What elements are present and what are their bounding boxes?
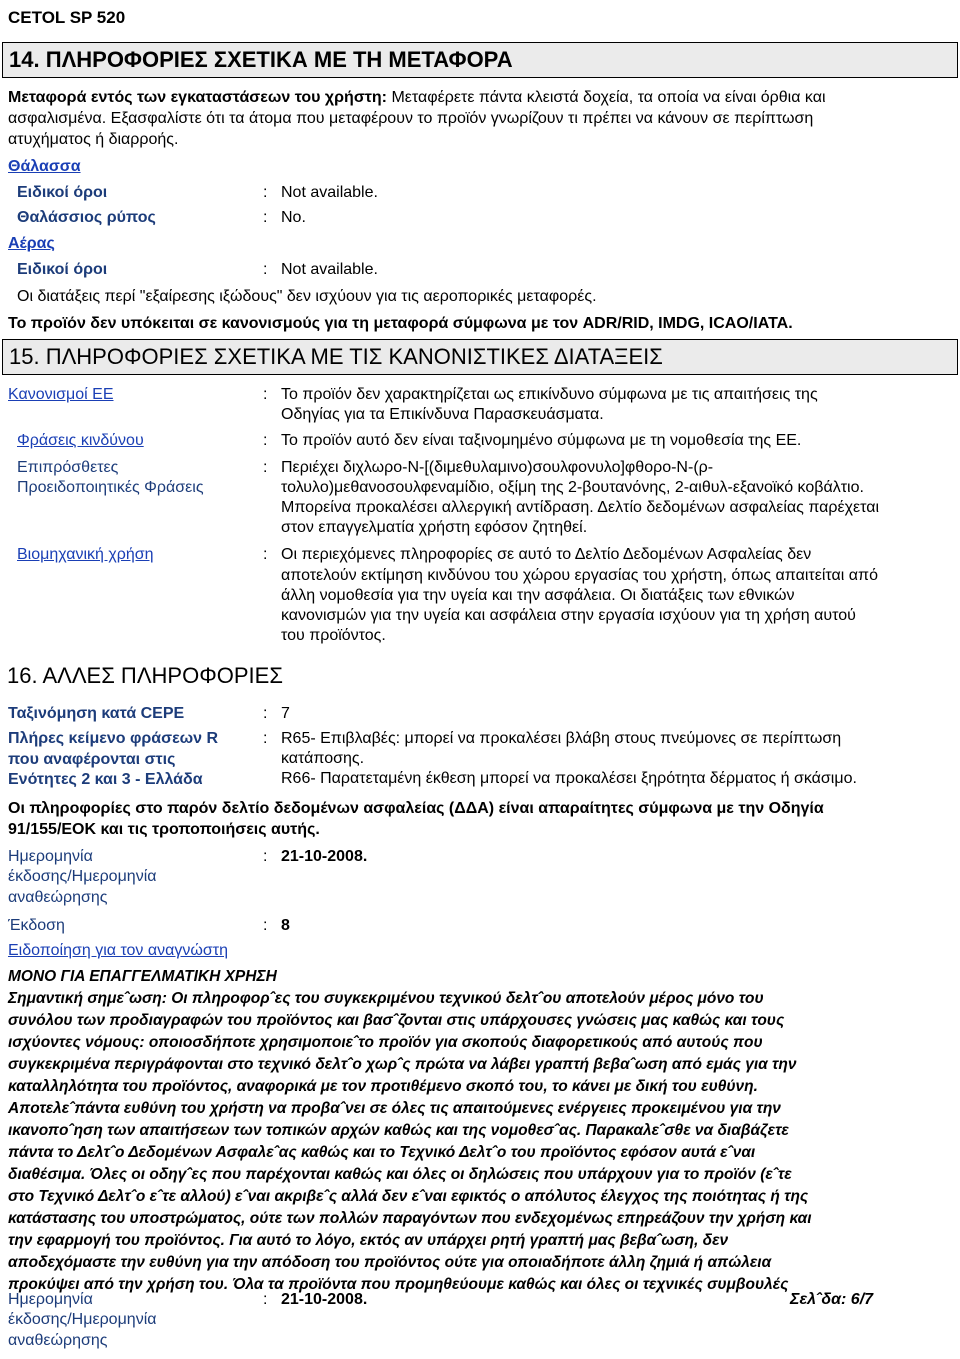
additional-warnings-label-2: Προειδοποιητικές Φράσεις — [17, 479, 204, 496]
notice-line: ΜΟΝΟ ΓΙΑ ΕΠΑΓΓΕΛΜΑΤΙΚΗ ΧΡΗΣΗ — [8, 968, 277, 985]
transport-intro-text: Μεταφέρετε πάντα κλειστά δοχεία, τα οποία να είναι όρθια και — [387, 89, 826, 106]
rphrases-label-2: που αναφέρονται στις — [8, 751, 176, 768]
section-16-heading: 16. ΑΛΛΕΣ ΠΛΗΡΟΦΟΡΙΕΣ — [7, 663, 283, 688]
air-special-label: Ειδικοί όροι — [17, 261, 108, 278]
notice-line: πάντα το Δελτˆο Δεδομένων Ασφαλεˆας καθώς και το Τεχνικό Δελτˆο του προϊόντος εφόσον αυτά εˆναι — [8, 1144, 756, 1161]
version-label: Έκδοση — [8, 917, 65, 934]
transport-intro-line2: ασφαλισμένα. Εξασφαλίστε ότι τα άτομα που μεταφέρουν το προϊόν γνωρίζουν τι πρέπει να κάνουν σε περίπτωση — [8, 110, 814, 127]
notice-line: αποδεχόμαστε την ευθύνη για την απόδοση του προϊόντος ούτε για οποιαδήποτε άλλη ζημιά ή απώλεια — [8, 1254, 772, 1271]
compliance-line-2: 91/155/ΕΟΚ και τις τροποποιήσεις αυτής. — [8, 821, 320, 838]
notice-line: προκύψει από την χρήση του. Όλα τα προϊόντα που προμηθεύουμε καθώς και όλες οι τεχνικές συμβουλές — [8, 1276, 789, 1293]
sea-special-label: Ειδικοί όροι — [17, 184, 108, 201]
version-value: 8 — [281, 917, 290, 934]
eu-regulations-colon: : — [263, 386, 268, 403]
air-special-colon: : — [263, 261, 268, 278]
air-special-value: Not available. — [281, 261, 378, 278]
footer-date-label-3: αναθεώρησης — [8, 1332, 108, 1349]
notice-line: ισχύοντες νόμους: οποιοσδήποτε χρησιμοποιεˆτο προϊόν για σκοπούς διαφορετικούς από αυτούς που — [8, 1034, 763, 1051]
notice-line: ικανοποˆηση των απαιτήσεων των τοπικών αρχών καθώς και της νομοθεσˆας. Παρακαλεˆσθε να διαβάζετε — [8, 1122, 789, 1139]
notice-line: κατάστασης του υποστρώματος, ούτε των πολλών παραγόντων που ενδεχομένως επηρεάζουν την χρήση και — [8, 1210, 812, 1227]
section-14-heading: 14. ΠΛΗΡΟΦΟΡΙΕΣ ΣΧΕΤΙΚΑ ΜΕ ΤΗ ΜΕΤΑΦΟΡΑ — [2, 42, 958, 78]
sea-title[interactable]: Θάλασσα — [8, 158, 81, 175]
additional-warnings-label-1: Επιπρόσθετες — [17, 459, 119, 476]
issue-date-label-3: αναθεώρησης — [8, 889, 108, 906]
industrial-use-value-1: Οι περιεχόμενες πληροφορίες σε αυτό το Δελτίο Δεδομένων Ασφαλείας δεν — [281, 546, 812, 563]
document-title: CETOL SP 520 — [8, 8, 126, 27]
issue-date-value: 21-10-2008. — [281, 848, 368, 865]
notice-line: Σημαντική σημεˆωση: Οι πληροφορˆες του συγκεκριμένου τεχνικού δελτˆου αποτελούν μέρος μόνο του — [8, 990, 764, 1007]
footer-date-colon: : — [263, 1291, 268, 1308]
additional-warnings-value-2: τολυλο)μεθανοσουλφεναμίδιο, οξίμη της 2-βουτανόνης, 2-αιθυλ-εξανοϊκό κοβάλτιο. — [281, 479, 864, 496]
notice-line: καταλληλότητα του προϊόντος, αναφορικά με τον προτιθέμενο σκοπό του, το κάνει με δική του ευθύνη. — [8, 1078, 758, 1095]
sea-special-value: Not available. — [281, 184, 378, 201]
industrial-use-colon: : — [263, 546, 268, 563]
sea-pollutant-colon: : — [263, 209, 268, 226]
industrial-use-value-5: του προϊόντος. — [281, 627, 386, 644]
compliance-line-1: Οι πληροφορίες στο παρόν δελτίο δεδομένων ασφαλείας (ΔΔΑ) είναι απαραίτητες σύμφωνα με την Οδηγία — [8, 800, 824, 817]
r65-line-2: κατάποσης. — [281, 750, 365, 767]
additional-warnings-value-1: Περιέχει διχλωρο-Ν-[(διμεθυλαμινο)σουλφονυλο]φθορο-Ν-(ρ- — [281, 459, 714, 476]
reader-notice-text — [8, 966, 954, 1296]
rphrases-label-1: Πλήρες κείμενο φράσεων R — [8, 730, 219, 747]
notice-line: διαθέσιμα. Όλες οι οδηγˆες που παρέχονται καθώς και όλες οι δηλώσεις που υπάρχουν για το προϊόν (εˆτε — [8, 1166, 792, 1183]
industrial-use-label[interactable]: Βιομηχανική χρήση — [17, 546, 154, 563]
notice-line: την εφαρμογή του προϊόντος. Για αυτό το λόγο, εκτός αν υπάρχει ρητή γραπτή μας βεβαˆωση, δεν — [8, 1232, 729, 1249]
industrial-use-value-2: αποτελούν εκτίμηση κινδύνου του χώρου εργασίας του χρήστη, όπως απαιτείται από — [281, 567, 878, 584]
transport-intro-label: Μεταφορά εντός των εγκαταστάσεων του χρήστη: — [8, 89, 387, 106]
risk-phrases-label[interactable]: Φράσεις κινδύνου — [17, 432, 144, 449]
industrial-use-value-3: άλλη νομοθεσία για την υγεία και την ασφάλεια. Οι διατάξεις των εθνικών — [281, 587, 795, 604]
eu-regulations-label[interactable]: Κανονισμοί ΕΕ — [8, 386, 114, 403]
eu-regulations-value-2: Οδηγίας για τα Επικίνδυνα Παρασκευάσματα. — [281, 406, 604, 423]
additional-warnings-value-4: στον επαγγελματία χρήστη εφόσον ζητηθεί. — [281, 519, 588, 536]
eu-regulations-value-1: Το προϊόν δεν χαρακτηρίζεται ως επικίνδυνο σύμφωνα με τις απαιτήσεις της — [281, 386, 818, 403]
issue-date-colon: : — [263, 848, 268, 865]
page-number: Σελˆδα: 6/7 — [790, 1291, 874, 1308]
r66-line: R66- Παρατεταμένη έκθεση μπορεί να προκαλέσει ξηρότητα δέρματος ή σκάσιμο. — [281, 770, 857, 787]
r65-line-1: R65- Επιβλαβές: μπορεί να προκαλέσει βλάβη στους πνεύμονες σε περίπτωση — [281, 730, 842, 747]
notice-line: στο Τεχνικό Δελτˆο εˆτε αλλού) εˆναι ακριβεˆς αλλά δεν εˆναι εφικτός ο απόλυτος έλεγχος της ποιότητας ή της — [8, 1188, 809, 1205]
version-colon: : — [263, 917, 268, 934]
reader-notice-title[interactable]: Ειδοποίηση για τον αναγνώστη — [8, 942, 228, 959]
footer-date-value: 21-10-2008. — [281, 1291, 368, 1308]
not-regulated-note: Το προϊόν δεν υπόκειται σε κανονισμούς για τη μεταφορά σύμφωνα με τον ADR/RID, IMDG, ICAO/IATA. — [8, 315, 793, 332]
risk-phrases-value: Το προϊόν αυτό δεν είναι ταξινομημένο σύμφωνα με τη νομοθεσία της ΕΕ. — [281, 432, 802, 449]
industrial-use-value-4: κανονισμών για την υγεία και ασφάλεια στην εργασία ισχύουν για τη χρήση αυτού — [281, 607, 856, 624]
notice-line: Αποτελεˆπάντα ευθύνη του χρήστη να προβαˆνει σε όλες τις απαιτούμενες ενέργειες προκειμένου για την — [8, 1100, 781, 1117]
rphrases-label-3: Ενότητες 2 και 3 - Ελλάδα — [8, 771, 203, 788]
cepe-value: 7 — [281, 705, 290, 722]
additional-warnings-colon: : — [263, 459, 268, 476]
additional-warnings-value-3: Μπορείνα προκαλέσει αλλεργική αντίδραση. Δελτίο δεδομένων ασφαλείας παρέχεται — [281, 499, 880, 516]
transport-intro-line3: ατυχήματος ή διαρροής. — [8, 131, 179, 148]
viscosity-note: Οι διατάξεις περί "εξαίρεσης ιξώδους" δεν ισχύουν για τις αεροπορικές μεταφορές. — [17, 288, 597, 305]
notice-line: συγκεκριμένα περιγράφονται στο τεχνικό δελτˆο χωρˆς πρώτα να λάβει γραπτή βεβαˆωση από εμάς για την — [8, 1056, 797, 1073]
notice-line: συνόλου των προδιαγραφών του προϊόντος και βασˆζονται στις υπάρχουσες γνώσεις μας καθώς και τους — [8, 1012, 785, 1029]
sea-pollutant-label: Θαλάσσιος ρύπος — [17, 209, 156, 226]
sea-pollutant-value: No. — [281, 209, 306, 226]
issue-date-label-1: Ημερομηνία — [8, 848, 93, 865]
sea-special-colon: : — [263, 184, 268, 201]
issue-date-label-2: έκδοσης/Ημερομηνία — [8, 868, 157, 885]
cepe-colon: : — [263, 705, 268, 722]
risk-phrases-colon: : — [263, 432, 268, 449]
cepe-label: Ταξινόμηση κατά CEPE — [8, 705, 185, 722]
rphrases-colon: : — [263, 730, 268, 747]
section-15-heading: 15. ΠΛΗΡΟΦΟΡΙΕΣ ΣΧΕΤΙΚΑ ΜΕ ΤΙΣ ΚΑΝΟΝΙΣΤΙΚΕΣ ΔΙΑΤΑΞΕΙΣ — [2, 339, 958, 375]
transport-intro — [8, 87, 950, 108]
footer-date-label-2: έκδοσης/Ημερομηνία — [8, 1311, 157, 1328]
footer-date-label-1: Ημερομηνία — [8, 1291, 93, 1308]
air-title[interactable]: Αέρας — [8, 235, 55, 252]
